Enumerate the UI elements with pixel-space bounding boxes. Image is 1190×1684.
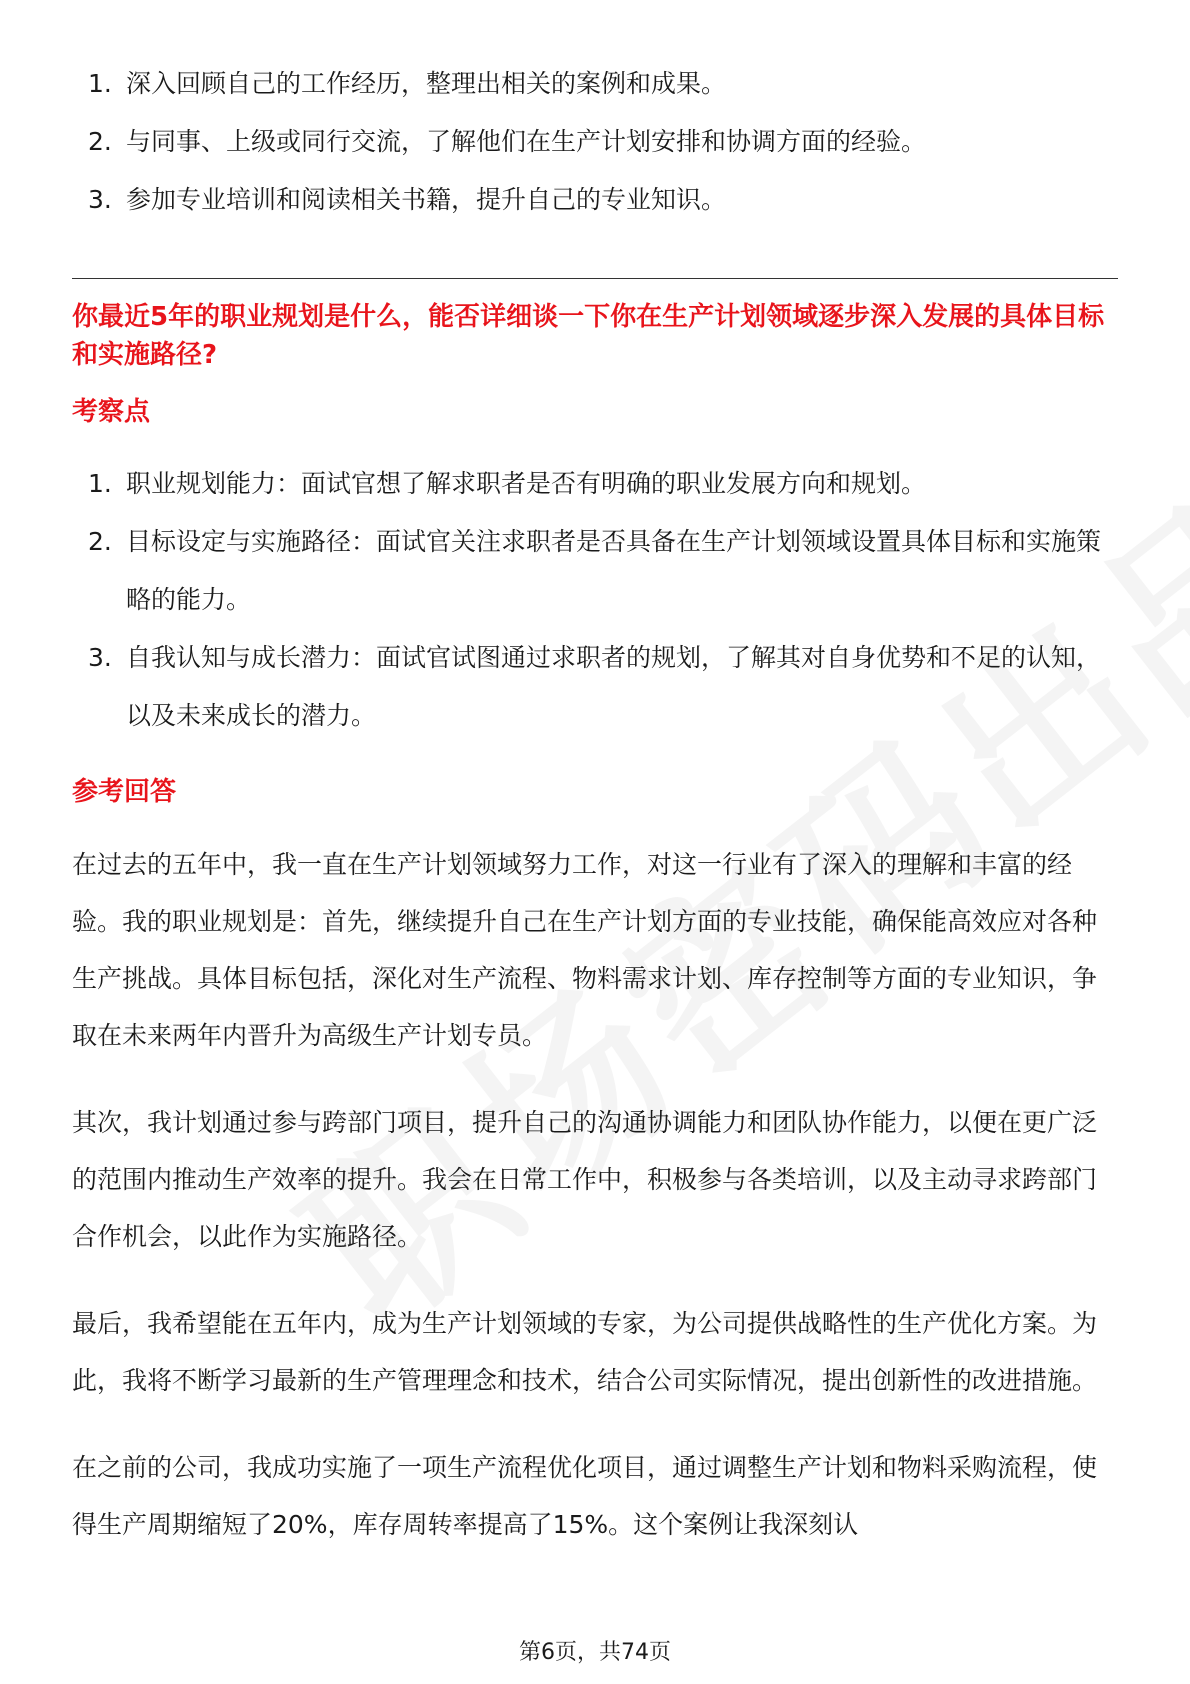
list-text: 职业规划能力：面试官想了解求职者是否有明确的职业发展方向和规划。: [126, 469, 927, 498]
list-text: 参加专业培训和阅读相关书籍，提升自己的专业知识。: [126, 185, 727, 214]
list-number: 1.: [88, 69, 112, 98]
answer-paragraph: 其次，我计划通过参与跨部门项目，提升自己的沟通协调能力和团队协作能力，以便在更广泛的范围内推动生产效率的提升。我会在日常工作中，积极参与各类培训，以及主动寻求跨部门合作机会，以此作为实施路径。: [72, 1108, 1098, 1251]
list-text: 深入回顾自己的工作经历，整理出相关的案例和成果。: [126, 69, 727, 98]
preparation-list: [72, 55, 926, 229]
list-item: [72, 113, 926, 171]
answer-paragraph: 在过去的五年中，我一直在生产计划领域努力工作，对这一行业有了深入的理解和丰富的经验。我的职业规划是：首先，继续提升自己在生产计划方面的专业技能，确保能高效应对各种生产挑战。具体目标包括，深化对生产流程、物料需求计划、库存控制等方面的专业知识，争取在未来两年内晋升为高级生产计划专员。: [72, 850, 1098, 1050]
page-footer: 第6页，共74页: [519, 1640, 671, 1665]
interview-question: 你最近5年的职业规划是什么，能否详细谈一下你在生产计划领域逐步深入发展的具体目标和实施路径?: [72, 302, 1105, 370]
list-text: 与同事、上级或同行交流，了解他们在生产计划安排和协调方面的经验。: [126, 127, 927, 156]
list-item: [72, 55, 926, 113]
key-points-title: 考察点: [72, 397, 151, 427]
answer-paragraph: 最后，我希望能在五年内，成为生产计划领域的专家，为公司提供战略性的生产优化方案。为此，我将不断学习最新的生产管理理念和技术，结合公司实际情况，提出创新性的改进措施。: [72, 1309, 1098, 1395]
list-item: [72, 513, 1118, 629]
list-number: 3.: [88, 185, 112, 214]
key-points-list: [72, 455, 1118, 745]
list-text: 目标设定与实施路径：面试官关注求职者是否具备在生产计划领域设置具体目标和实施策略的能力。: [126, 527, 1102, 614]
list-number: 2.: [88, 127, 112, 156]
list-number: 2.: [88, 527, 112, 556]
section-divider: [72, 278, 1118, 279]
list-item: [72, 455, 1118, 513]
list-item: [72, 171, 926, 229]
list-item: [72, 629, 1118, 745]
answer-paragraph: 在之前的公司，我成功实施了一项生产流程优化项目，通过调整生产计划和物料采购流程，使得生产周期缩短了20%，库存周转率提高了15%。这个案例让我深刻认: [72, 1453, 1098, 1539]
list-number: 1.: [88, 469, 112, 498]
list-text: 自我认知与成长潜力：面试官试图通过求职者的规划，了解其对自身优势和不足的认知，以及未来成长的潜力。: [126, 643, 1102, 730]
reference-answer-body: [72, 836, 1118, 1583]
reference-answer-title: 参考回答: [72, 777, 177, 807]
list-number: 3.: [88, 643, 112, 672]
